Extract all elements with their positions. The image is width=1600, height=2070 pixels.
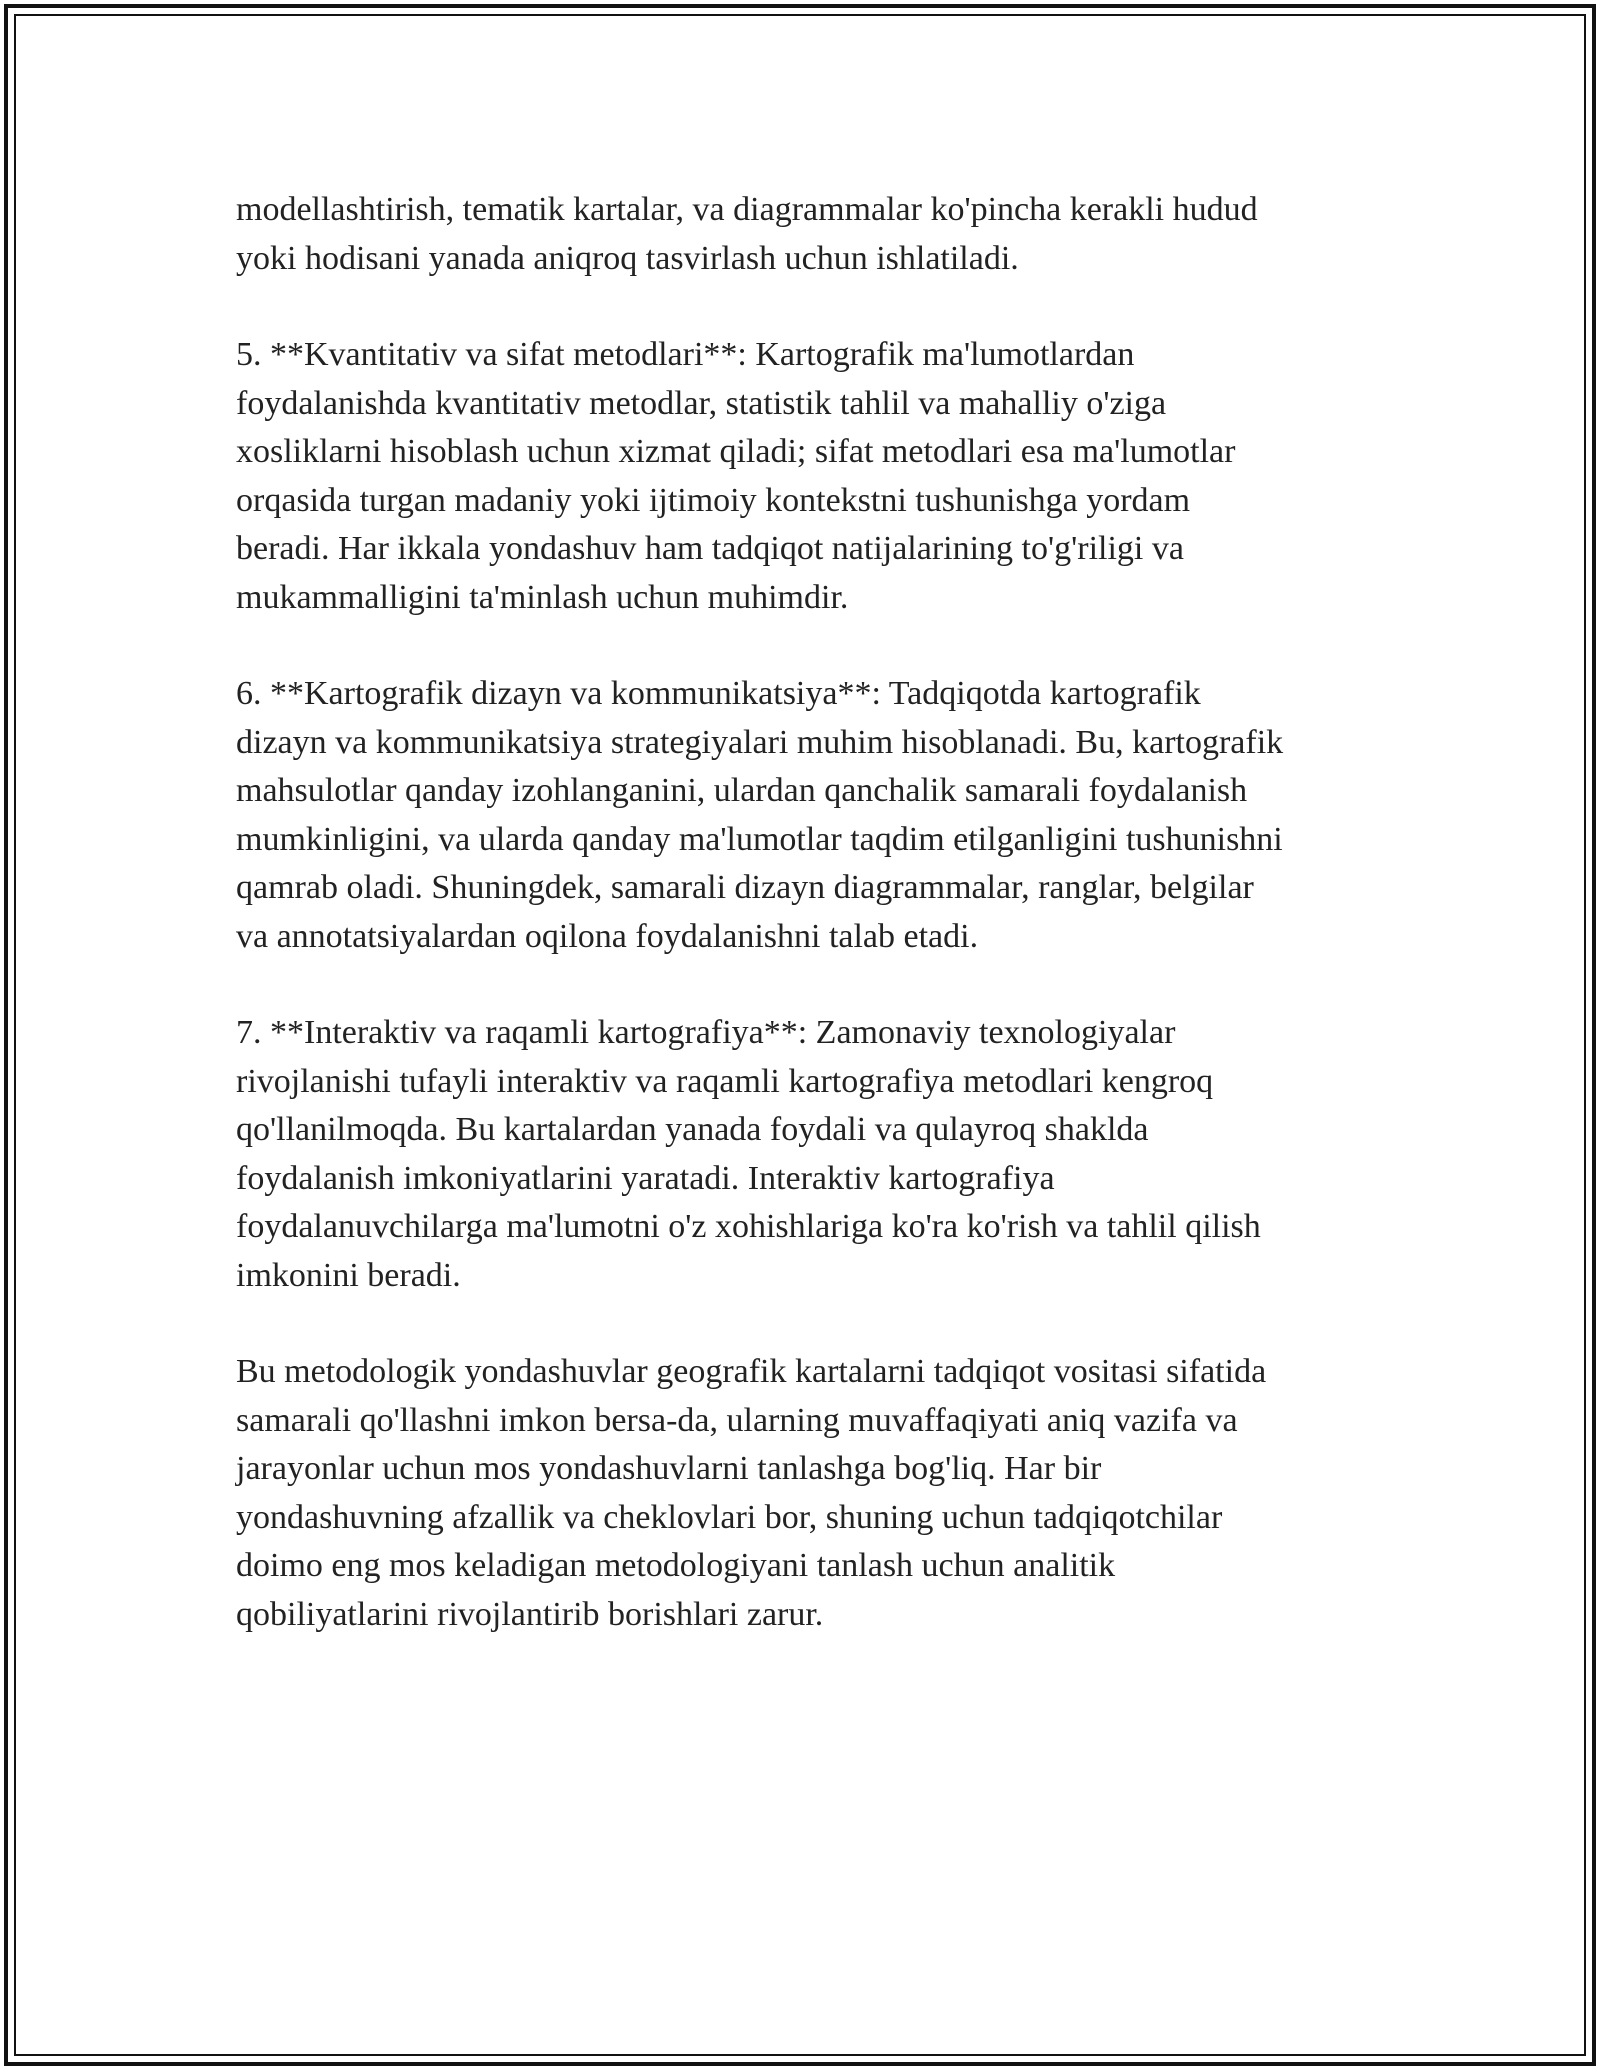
paragraph-cartographic-design: 6. **Kartografik dizayn va kommunikatsiya**: Tadqiqotda kartografik dizayn va kommunikatsiya strategiyalari muhim hisoblanadi. Bu, kartografik mahsulotlar qanday izohlanganini, ulardan qanchalik samarali foydalanish mumkinligini, va ularda qanday ma'lumotlar taqdim etilganligini tushunishni qamrab oladi. Shuningdek, samarali dizayn diagrammalar, ranglar, belgilar va annotatsiyalardan oqilona foydalanishni talab etadi. — [236, 675, 1284, 955]
paragraph-interactive-digital-cartography: 7. **Interaktiv va raqamli kartografiya**: Zamonaviy texnologiyalar rivojlanishi tufayli interaktiv va raqamli kartografiya metodlari kengroq qo'llanilmoqda. Bu kartalardan yanada foydali va qulayroq shaklda foydalanish imkoniyatlarini yaratadi. Interaktiv kartografiya foydalanuvchilarga ma'lumotni o'z xohishlariga ko'ra ko'rish va tahlil qilish imkonini beradi. — [236, 1014, 1261, 1294]
document-body — [236, 186, 1376, 1687]
paragraph-intro-continuation: modellashtirish, tematik kartalar, va diagrammalar ko'pincha kerakli hudud yoki hodisani yanada aniqroq tasvirlash uchun ishlatiladi. — [236, 191, 1258, 277]
paragraph-conclusion: Bu metodologik yondashuvlar geografik kartalarni tadqiqot vositasi sifatida samarali qo'llashni imkon bersa-da, ularning muvaffaqiyati aniq vazifa va jarayonlar uchun mos yondashuvlarni tanlashga bog'liq. Har bir yondashuvning afzallik va cheklovlari bor, shuning uchun tadqiqotchilar doimo eng mos keladigan metodologiyani tanlash uchun analitik qobiliyatlarini rivojlantirib borishlari zarur. — [236, 1353, 1267, 1633]
paragraph-quantitative-qualitative-methods: 5. **Kvantitativ va sifat metodlari**: Kartografik ma'lumotlardan foydalanishda kvantitativ metodlar, statistik tahlil va mahalliy o'ziga xosliklarni hisoblash uchun xizmat qiladi; sifat metodlari esa ma'lumotlar orqasida turgan madaniy yoki ijtimoiy kontekstni tushunishga yordam beradi. Har ikkala yondashuv ham tadqiqot natijalarining to'g'riligi va mukammalligini ta'minlash uchun muhimdir. — [236, 336, 1236, 616]
